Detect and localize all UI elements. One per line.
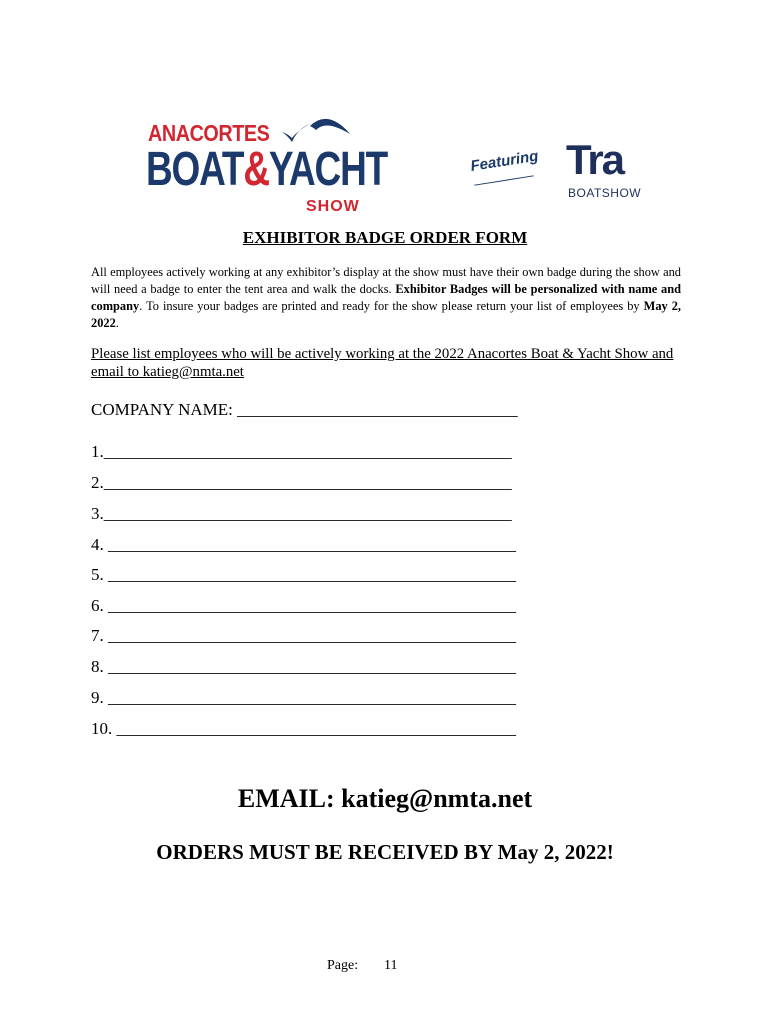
employee-line-2[interactable]: 2.________________________________________________ xyxy=(91,473,512,492)
form-title: EXHIBITOR BADGE ORDER FORM xyxy=(242,228,528,247)
employee-line-8[interactable]: 8. ________________________________________________ xyxy=(91,657,516,676)
page-number: 11 xyxy=(384,958,398,973)
logo-main-text: BOAT&YACHT xyxy=(146,143,388,196)
featuring-underline xyxy=(474,175,533,185)
partner-mark: Tra xyxy=(566,136,624,183)
employee-line-6[interactable]: 6. ________________________________________________ xyxy=(91,596,516,615)
company-name-label: COMPANY NAME: xyxy=(91,400,238,419)
employee-line-1[interactable]: 1.________________________________________________ xyxy=(91,442,512,461)
employee-line-4[interactable]: 4. ________________________________________________ xyxy=(91,535,516,554)
intro-paragraph: All employees actively working at any exhibitor’s display at the show must have their own badge during the show and will need a badge to enter the tent area and walk the docks. Exhibitor Badges will be personalized with name and company. To insure your badges are printed and ready for the show please return your list of employees by May 2, 2022. xyxy=(91,265,681,330)
email-heading: EMAIL: katieg@nmta.net xyxy=(237,784,533,813)
company-name-field[interactable] xyxy=(91,400,518,420)
employee-line-9[interactable]: 9. ________________________________________________ xyxy=(91,688,516,707)
company-name-blank[interactable]: _________________________________ xyxy=(237,400,518,419)
partner-logo xyxy=(566,136,642,204)
partner-subtext: BOATSHOW xyxy=(568,186,642,200)
logo-top-text: ANACORTES xyxy=(148,120,270,146)
employee-line-3[interactable]: 3.________________________________________________ xyxy=(91,504,512,523)
birds-icon xyxy=(280,116,352,148)
instruction-text: Please list employees who will be actively working at the 2022 Anacortes Boat & Yacht Show and email to katieg@nmta.net xyxy=(91,346,674,380)
employee-line-5[interactable]: 5. ________________________________________________ xyxy=(91,565,516,584)
featuring-label: Featuring xyxy=(469,147,540,175)
employee-line-10[interactable]: 10. _______________________________________________ xyxy=(91,719,516,738)
deadline-notice: ORDERS MUST BE RECEIVED BY May 2, 2022! xyxy=(156,840,614,864)
employee-line-7[interactable]: 7. ________________________________________________ xyxy=(91,626,516,645)
page-label: Page: xyxy=(327,958,359,973)
logo-sub-text: SHOW xyxy=(306,198,360,215)
